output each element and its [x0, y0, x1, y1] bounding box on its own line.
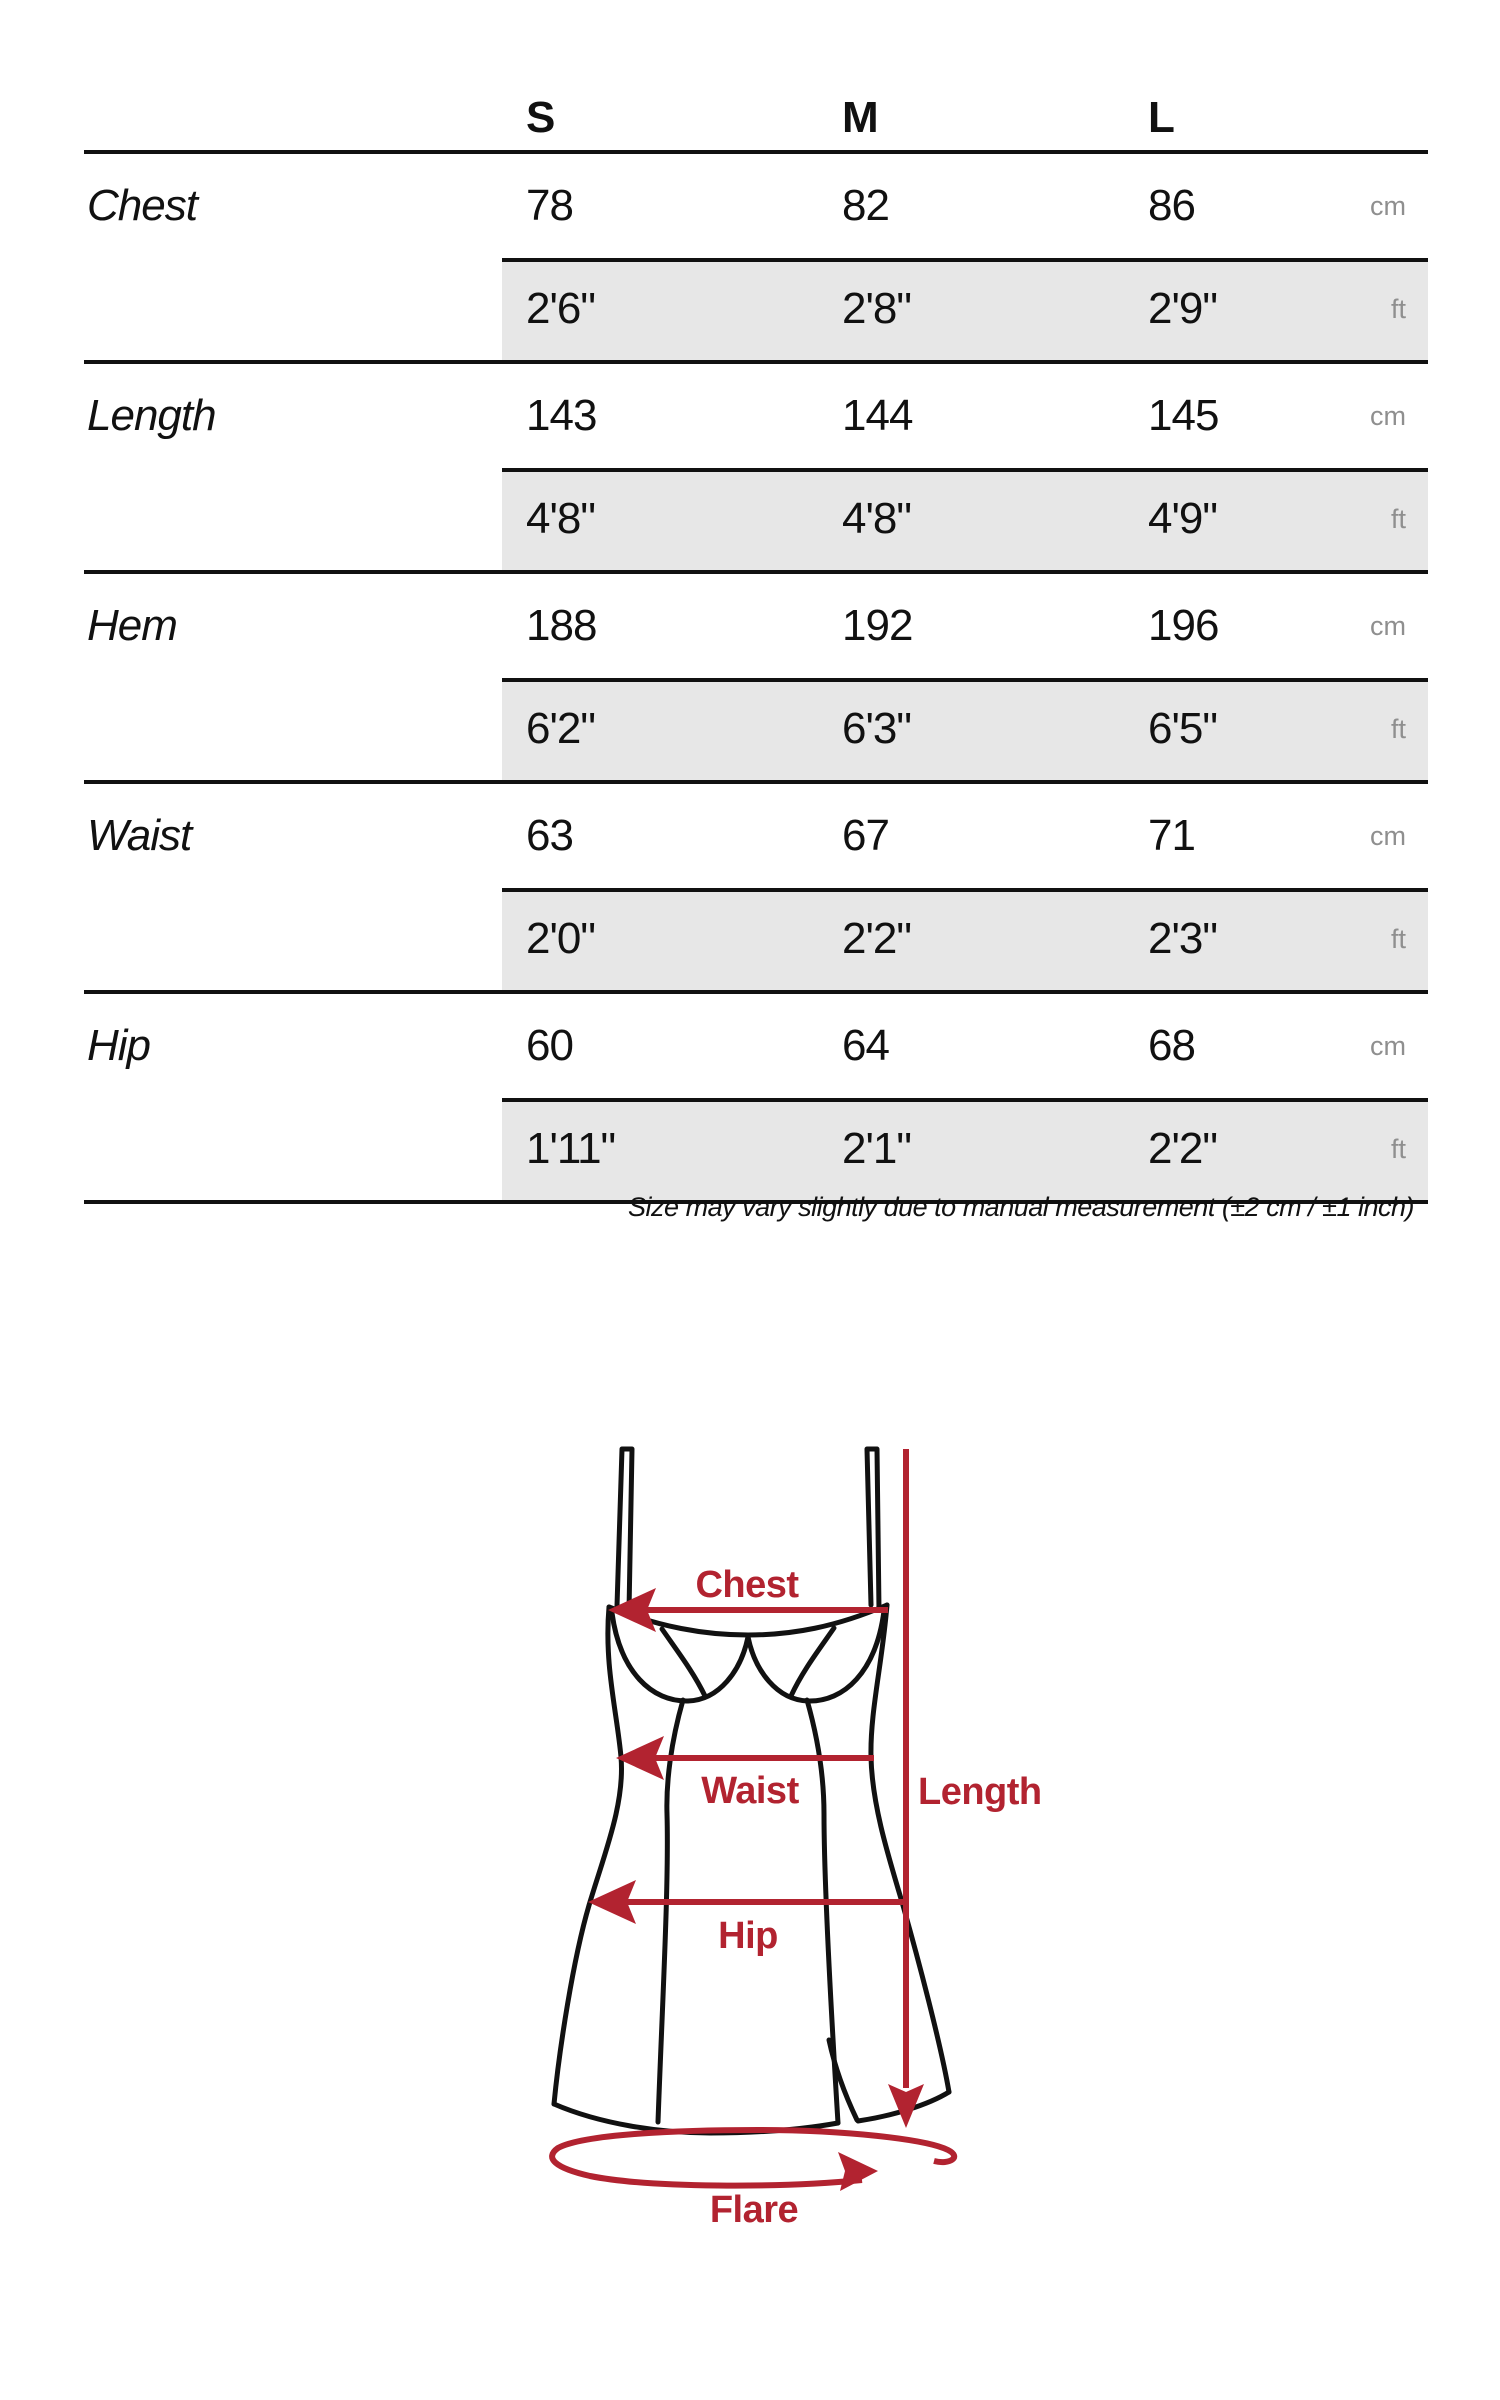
table-row: [84, 780, 1428, 888]
cup-seam-left: [662, 1629, 705, 1696]
unit-label-cm: cm: [1370, 1030, 1406, 1061]
measurement-annotations: [552, 1449, 1042, 2231]
cell-value: 2'2": [842, 914, 911, 963]
unit-label-cm: cm: [1370, 820, 1406, 851]
cell-value: 71: [1148, 811, 1195, 860]
flare-label: Flare: [709, 2189, 799, 2231]
cell-value: 68: [1148, 1021, 1195, 1070]
size-table: [84, 0, 1428, 1204]
row-label: Length: [87, 391, 216, 440]
unit-label-ft: ft: [1390, 1133, 1406, 1164]
table-group-length: [84, 360, 1428, 570]
cell-value: 143: [526, 391, 597, 440]
cell-value: 2'1": [842, 1124, 911, 1173]
cup-seam-right: [791, 1628, 834, 1696]
column-header-s: S: [526, 93, 555, 142]
side-seam-right: [871, 1605, 949, 2092]
column-header-m: M: [842, 93, 878, 142]
table-row: [84, 468, 1428, 570]
chest-label: Chest: [695, 1564, 799, 1606]
cell-value: 64: [842, 1021, 889, 1070]
cell-value: 145: [1148, 391, 1219, 440]
cell-value: 2'9": [1148, 284, 1217, 333]
table-group-waist: [84, 780, 1428, 990]
unit-label-cm: cm: [1370, 190, 1406, 221]
row-label: Waist: [87, 811, 192, 860]
cell-value: 60: [526, 1021, 573, 1070]
cell-value: 2'8": [842, 284, 911, 333]
cell-value: 6'5": [1148, 704, 1217, 753]
table-row: [84, 678, 1428, 780]
dress-measurement-diagram: [450, 1380, 1170, 2300]
cell-value: 2'6": [526, 284, 595, 333]
cell-value: 4'9": [1148, 494, 1217, 543]
cell-value: 63: [526, 811, 573, 860]
unit-label-ft: ft: [1390, 503, 1406, 534]
cell-value: 1'11": [526, 1124, 616, 1173]
column-header-l: L: [1148, 93, 1174, 142]
cell-value: 6'3": [842, 704, 911, 753]
princess-seam-left: [658, 1700, 683, 2122]
row-label: Hip: [87, 1021, 151, 1070]
table-group-chest: [84, 150, 1428, 360]
flare-arrowhead: [838, 2152, 878, 2191]
cell-value: 188: [526, 601, 597, 650]
unit-label-ft: ft: [1390, 713, 1406, 744]
flare-loop: [552, 2130, 954, 2186]
side-seam-left: [554, 1607, 622, 2104]
hip-label: Hip: [718, 1915, 778, 1957]
row-label: Hem: [87, 601, 177, 650]
table-row: [84, 990, 1428, 1098]
cell-value: 4'8": [842, 494, 911, 543]
waist-label: Waist: [701, 1770, 799, 1812]
cell-value: 2'2": [1148, 1124, 1217, 1173]
table-row: [84, 150, 1428, 258]
cell-value: 82: [842, 181, 889, 230]
length-label: Length: [918, 1771, 1042, 1813]
table-header-row: [84, 0, 1428, 150]
table-row: [84, 888, 1428, 990]
cell-value: 78: [526, 181, 573, 230]
table-row: [84, 258, 1428, 360]
cell-value: 67: [842, 811, 889, 860]
unit-label-cm: cm: [1370, 400, 1406, 431]
table-row: [84, 360, 1428, 468]
cell-value: 2'0": [526, 914, 595, 963]
unit-label-ft: ft: [1390, 923, 1406, 954]
table-row: [84, 1098, 1428, 1200]
cell-value: 6'2": [526, 704, 595, 753]
cell-value: 144: [842, 391, 913, 440]
cell-value: 86: [1148, 181, 1195, 230]
strap-left: [617, 1449, 632, 1611]
cell-value: 2'3": [1148, 914, 1217, 963]
table-row: [84, 570, 1428, 678]
unit-label-cm: cm: [1370, 610, 1406, 641]
cell-value: 192: [842, 601, 913, 650]
strap-right: [867, 1449, 879, 1610]
cell-value: 196: [1148, 601, 1219, 650]
table-group-hem: [84, 570, 1428, 780]
unit-label-ft: ft: [1390, 293, 1406, 324]
table-group-hip: [84, 990, 1428, 1204]
measurement-disclaimer: Size may vary slightly due to manual measurement (±2 cm / ±1 inch): [628, 1192, 1414, 1222]
row-label: Chest: [87, 181, 197, 230]
cell-value: 4'8": [526, 494, 595, 543]
